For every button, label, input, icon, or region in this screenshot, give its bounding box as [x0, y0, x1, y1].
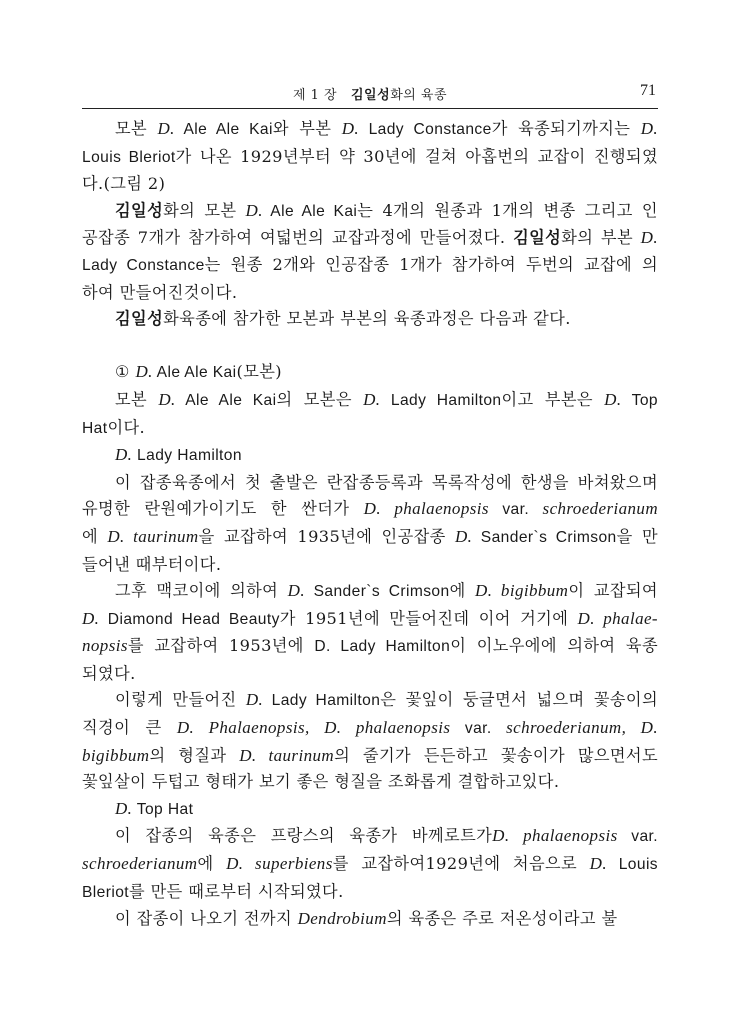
italic-text: D. — [604, 389, 622, 409]
text-line — [82, 552, 658, 579]
paragraph-p4 — [82, 359, 658, 387]
italic-text: D. taurinum — [107, 526, 199, 546]
latin-text: Louis Bleriot — [82, 148, 176, 166]
paragraph-p7 — [82, 470, 658, 578]
italic-text: nopsis — [82, 636, 128, 656]
paragraph-p3 — [82, 306, 658, 333]
running-header — [82, 82, 658, 106]
text-run: 되였다. — [82, 663, 136, 683]
latin-text: Ale Ale Kai — [262, 202, 358, 220]
text-run: 화육종에 참가한 모본과 부본의 육종과정은 다음과 같다. — [163, 309, 571, 329]
latin-text: Louis — [606, 856, 659, 874]
text-line — [82, 496, 658, 524]
paragraph-gap — [82, 333, 658, 360]
text-run: 직경이 큰 — [82, 718, 177, 738]
italic-text: D. Phalaenopsis, D. phalaenopsis — [176, 718, 451, 738]
text-line — [82, 906, 658, 933]
bold-text: 김일성 — [513, 228, 562, 248]
latin-text: Sander`s Crimson — [304, 583, 450, 601]
paragraph-p2 — [82, 198, 658, 306]
italic-text: D. — [363, 389, 381, 409]
italic-text: D. phalaenopsis — [492, 826, 618, 846]
text-line — [82, 633, 658, 661]
text-run: 이다. — [107, 417, 146, 437]
text-run: 가 나온 1929년부터 약 30년에 걸쳐 아홉번의 교잡이 진행되였 — [175, 146, 658, 166]
italic-text: bigibbum — [82, 745, 150, 765]
italic-text: D. taurinum — [239, 745, 335, 765]
paragraph-p5 — [82, 387, 658, 442]
chapter-title — [82, 84, 658, 103]
text-run: 을 만 — [616, 526, 658, 546]
text-run: 을 교잡하여 1935년에 인공잡종 — [198, 526, 455, 546]
text-line — [82, 823, 658, 851]
latin-text: Top Hat — [132, 800, 194, 818]
latin-text: Ale Ale Kai — [152, 364, 237, 382]
paragraph-p8 — [82, 578, 658, 687]
text-run: 를 교잡하여1929년에 처음으로 — [332, 854, 590, 874]
italic-text: D. — [589, 854, 607, 874]
latin-text: D. Lady Hamilton — [314, 638, 451, 656]
latin-text: Lady Constance — [82, 256, 205, 274]
text-run: 공잡종 7개가 참가하여 여덟번의 교잡과정에 만들어졌다. — [82, 228, 514, 248]
text-line — [82, 661, 658, 688]
text-run: 화의 모본 — [163, 200, 246, 220]
text-run: 는 4개의 원종과 1개의 변종 그리고 인 — [357, 200, 658, 220]
text-run: 이 잡종의 육종은 프랑스의 육종가 바께로트가 — [115, 826, 493, 846]
latin-text: Bleriot — [82, 883, 130, 901]
text-run: 에 — [197, 854, 227, 874]
italic-text: schroederianum — [82, 854, 198, 874]
bold-text: 김일성 — [115, 200, 164, 220]
text-line — [82, 198, 658, 226]
text-run: 가 1951년에 만들어진데 이어 거기에 — [279, 608, 578, 628]
italic-text: schroederianum, D. — [506, 718, 658, 738]
text-line — [82, 116, 658, 144]
text-run: 의 줄기가 든든하고 꽃송이가 많으면서도 — [334, 745, 658, 765]
latin-text: var. — [617, 828, 659, 846]
chapter-name-rest: 화의 육종 — [390, 88, 448, 103]
text-run: (모본) — [236, 362, 283, 382]
text-run: 이고 부본은 — [501, 389, 605, 409]
italic-text: schroederianum — [542, 499, 658, 519]
bold-text: 김일성 — [115, 309, 164, 329]
text-line — [82, 796, 658, 824]
paragraph-p6 — [82, 442, 658, 470]
text-run: 의 형질과 — [149, 745, 240, 765]
paragraph-p11 — [82, 823, 658, 906]
text-line — [82, 606, 658, 634]
italic-text: D. — [287, 581, 305, 601]
italic-text: D. — [115, 798, 133, 818]
latin-text: Hat — [82, 419, 108, 437]
italic-text: D. — [115, 445, 133, 465]
text-line — [82, 415, 658, 443]
paragraph-p10 — [82, 796, 658, 824]
text-line — [82, 578, 658, 606]
text-line — [82, 687, 658, 715]
text-run: 를 교잡하여 1953년에 — [127, 636, 315, 656]
text-run: 유명한 란원예가이기도 한 싼더가 — [82, 499, 364, 519]
text-run: 이 교잡되여 — [568, 581, 658, 601]
header-divider — [82, 108, 658, 109]
italic-text: Dendrobium — [297, 909, 387, 929]
latin-text: var. — [450, 720, 507, 738]
italic-text: D. superbiens — [226, 854, 333, 874]
latin-text: Sander`s Crimson — [472, 528, 617, 546]
text-run: 들어낸 때부터이다. — [82, 554, 222, 574]
text-line — [82, 144, 658, 172]
italic-text: D. — [82, 608, 100, 628]
page-number: 71 — [640, 82, 656, 99]
italic-text: D. phalae- — [577, 608, 658, 628]
text-run: 의 모본은 — [276, 389, 364, 409]
italic-text: D. — [158, 389, 176, 409]
paragraph-p9 — [82, 687, 658, 795]
italic-text: D. bigibbum — [475, 581, 569, 601]
text-run: 은 꽃잎이 둥글면서 넓으며 꽃송이의 — [380, 690, 658, 710]
italic-text: D. — [157, 119, 175, 138]
text-run: 의 육종은 주로 저온성이라고 불 — [386, 909, 618, 929]
text-line — [82, 306, 658, 333]
paragraph-p12 — [82, 906, 658, 933]
latin-text: var. — [488, 501, 543, 519]
text-line — [82, 851, 658, 879]
text-line — [82, 769, 658, 796]
text-run: 꽃잎살이 두텁고 형태가 보기 좋은 형질을 조화롭게 결합하고있다. — [82, 772, 560, 792]
text-line — [82, 171, 658, 198]
text-line — [82, 252, 658, 280]
text-line — [82, 359, 658, 387]
text-run: 다.(그림 2) — [82, 174, 166, 194]
text-run: ① — [115, 362, 136, 382]
text-line — [82, 879, 658, 907]
italic-text: D. — [135, 362, 153, 382]
text-run: 이렇게 만들어진 — [115, 690, 246, 710]
text-run: 가 육종되기까지는 — [491, 119, 641, 138]
text-line — [82, 225, 658, 252]
text-run: 는 원종 2개와 인공잡종 1개가 참가하여 두번의 교잡에 의 — [204, 254, 659, 274]
italic-text: D. — [341, 119, 360, 138]
text-line — [82, 743, 658, 770]
latin-text: Ale Ale Kai — [175, 391, 277, 409]
body-text — [82, 116, 658, 933]
chapter-name-bold: 김일성 — [351, 88, 391, 103]
text-line — [82, 280, 658, 307]
text-run: 모본 — [115, 389, 159, 409]
text-line — [82, 524, 658, 552]
latin-text: Lady Hamilton — [380, 391, 502, 409]
text-run: 모본 — [115, 119, 158, 138]
latin-text: Lady Hamilton — [263, 692, 381, 710]
text-run: 이 잡종이 나오기 전까지 — [115, 909, 298, 929]
latin-text: Lady Constance — [359, 121, 492, 138]
text-line — [82, 387, 658, 415]
text-run: 에 — [449, 581, 476, 601]
latin-text: Ale Ale Kai — [174, 121, 273, 138]
italic-text: D. phalaenopsis — [363, 499, 489, 519]
text-run: 와 부본 — [272, 119, 342, 138]
italic-text: D. — [640, 119, 659, 138]
italic-text: D. — [640, 228, 658, 248]
latin-text: Lady Hamilton — [132, 447, 242, 465]
text-run: 그후 맥코이에 의하여 — [115, 581, 288, 601]
latin-text: Diamond Head Beauty — [99, 610, 280, 628]
text-run: 이 잡종육종에서 첫 출발은 란잡종등록과 목록작성에 한생을 바쳐왔으며 — [115, 472, 658, 492]
latin-text: Top — [621, 391, 658, 409]
italic-text: D. — [245, 690, 264, 710]
text-run: 이 이노우에에 의하여 육종 — [450, 636, 658, 656]
text-run: 에 — [82, 526, 108, 546]
italic-text: D. — [455, 526, 473, 546]
text-line — [82, 442, 658, 470]
paragraph-p1 — [82, 116, 658, 198]
text-line — [82, 715, 658, 743]
text-line — [82, 470, 658, 497]
chapter-label: 제 1 장 — [292, 88, 338, 103]
text-run: 하여 만들어진것이다. — [82, 282, 238, 302]
text-run: 를 만든 때로부터 시작되였다. — [129, 881, 344, 901]
text-run: 화의 부본 — [561, 228, 641, 248]
italic-text: D. — [245, 200, 263, 220]
